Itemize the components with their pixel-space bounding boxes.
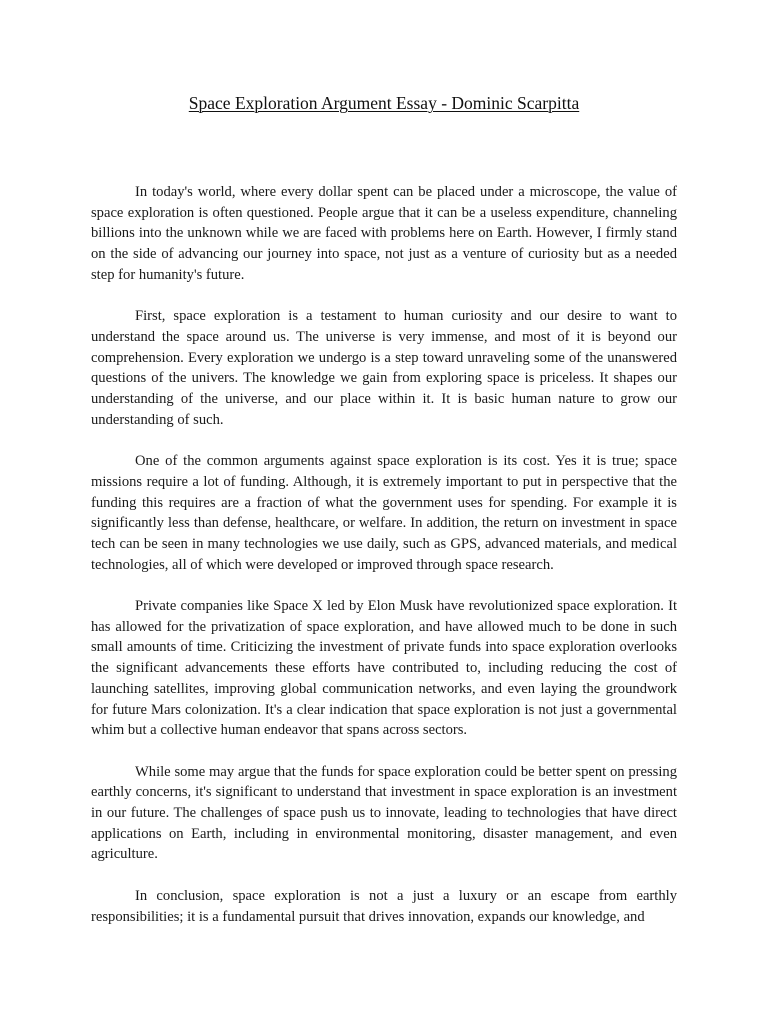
document-title: Space Exploration Argument Essay - Dominic Scarpitta <box>188 93 580 113</box>
paragraph-cost: One of the common arguments against space exploration is its cost. Yes it is true; space missions require a lot of funding. Although, it is extremely important to put in perspective that the funding this requires are a fraction of what the government uses for spending. For example it is significantly less than defense, healthcare, or welfare. In addition, the return on investment in space tech can be seen in many technologies we use daily, such as GPS, advanced materials, and medical technologies, all of which were developed or improved through space research. <box>91 453 677 573</box>
paragraph-counterargument: While some may argue that the funds for space exploration could be better spent on pressing earthly concerns, it's significant to understand that investment in space exploration is an investment in our future. The challenges of space push us to innovate, leading to technologies that have direct applications on Earth, including in environmental monitoring, disaster management, and even agriculture. <box>91 763 677 863</box>
paragraph-introduction: In today's world, where every dollar spent can be placed under a microscope, the value of space exploration is often questioned. People argue that it can be a useless expenditure, channeling billions into the unknown while we are faced with problems here on Earth. However, I firmly stand on the side of advancing our journey into space, not just as a venture of curiosity but as a needed step for humanity's future. <box>91 184 677 283</box>
paragraph-curiosity: First, space exploration is a testament to human curiosity and our desire to want to understand the space around us. The universe is very immense, and most of it is beyond our comprehension. Every exploration we undergo is a step toward unraveling some of the unanswered questions of the univers. The knowledge we gain from exploring space is priceless. It shapes our understanding of the universe, and our place within it. It is basic human nature to grow our understanding of such. <box>91 308 677 428</box>
paragraph-private-companies: Private companies like Space X led by Elon Musk have revolutionized space exploration. It has allowed for the privatization of space exploration, and have allowed much to be done in such small amounts of time. Criticizing the investment of private funds into space exploration overlooks the significant advancements these efforts have contributed to, including reducing the cost of launching satellites, improving global communication networks, and even laying the groundwork for future Mars colonization. It's a clear indication that space exploration is not just a governmental whim but a collective human endeavor that spans across sectors. <box>91 598 677 739</box>
paragraph-conclusion: In conclusion, space exploration is not a just a luxury or an escape from earthly responsibilities; it is a fundamental pursuit that drives innovation, expands our knowledge, and <box>91 887 677 925</box>
essay-body <box>91 182 677 948</box>
